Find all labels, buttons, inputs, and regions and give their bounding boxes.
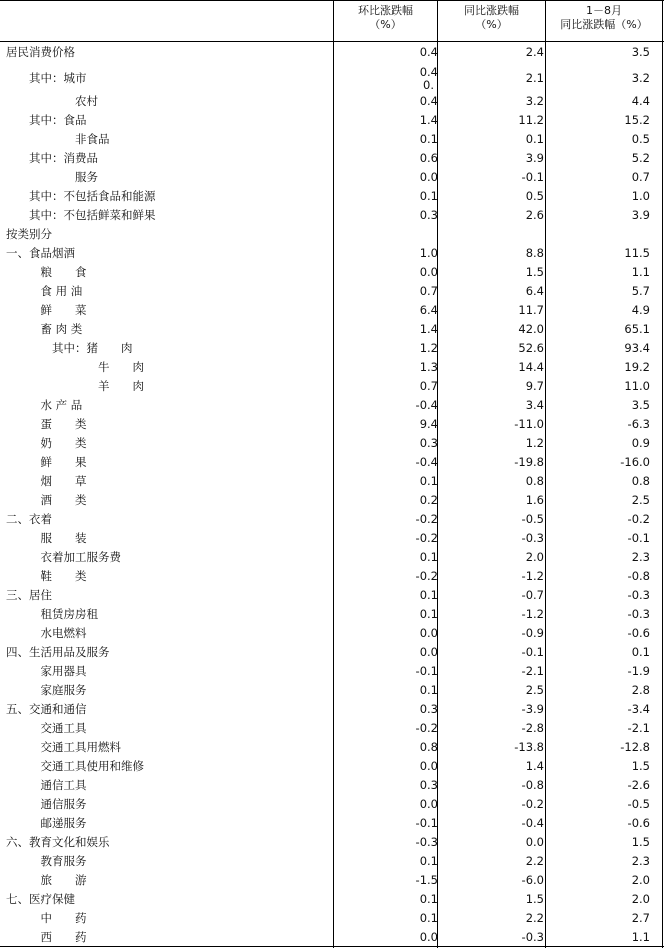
ytd-value: 0.1: [631, 645, 650, 659]
row-label: 其中：不包括鲜菜和鲜果: [29, 208, 156, 222]
ytd-value: -2.6: [627, 778, 650, 792]
mom-value: 1.4: [419, 113, 438, 127]
table-row: [0, 643, 664, 662]
row-label: 邮递服务: [40, 816, 87, 830]
row-label: 七、医疗保健: [6, 892, 75, 906]
yoy-value: 1.2: [525, 436, 544, 450]
yoy-value: 3.2: [525, 94, 544, 108]
row-label: 交通工具用燃料: [40, 740, 121, 754]
table-row: [0, 187, 664, 206]
table-row: [0, 776, 664, 795]
mom-value: 0.1: [419, 892, 438, 906]
table-row: [0, 529, 664, 548]
header-divider: [0, 41, 664, 42]
table-row: [0, 567, 664, 586]
ytd-value: -1.9: [627, 664, 650, 678]
header-ytd-unit: 同比涨跌幅（%）: [560, 18, 648, 31]
yoy-value: 0.1: [525, 132, 544, 146]
row-label: 其中：猪 肉: [52, 341, 133, 355]
ytd-value: 1.0: [631, 189, 650, 203]
ytd-value: 2.8: [631, 683, 650, 697]
row-label: 蛋 类: [40, 417, 87, 431]
table-row: [0, 263, 664, 282]
mom-value: -0.2: [415, 512, 438, 526]
row-label: 羊 肉: [98, 379, 144, 393]
header-ytd-title: 1－8月: [586, 4, 622, 17]
mom-value-fragment: 0.: [423, 78, 434, 92]
row-label: 烟 草: [40, 474, 87, 488]
ytd-value: 11.0: [624, 379, 650, 393]
table-row: [0, 605, 664, 624]
yoy-value: -6.0: [521, 873, 544, 887]
yoy-value: 3.9: [525, 151, 544, 165]
header-yoy: [438, 4, 545, 40]
ytd-value: 0.9: [631, 436, 650, 450]
yoy-value: -13.8: [514, 740, 544, 754]
ytd-value: 0.8: [631, 474, 650, 488]
table-row: [0, 301, 664, 320]
table-row: [0, 396, 664, 415]
yoy-value: -1.2: [521, 569, 544, 583]
ytd-value: -0.6: [627, 816, 650, 830]
table-row: [0, 472, 664, 491]
row-label: 服务: [75, 170, 98, 184]
table-row: [0, 928, 664, 947]
row-label: 鲜 果: [40, 455, 87, 469]
table-row: [0, 491, 664, 510]
table-row: [0, 92, 664, 111]
mom-value: -0.4: [415, 398, 438, 412]
table-row: [0, 130, 664, 149]
table-top-border: [0, 0, 664, 1]
row-label: 按类别分: [6, 227, 52, 241]
yoy-value: 2.2: [525, 911, 544, 925]
header-mom-title: 环比涨跌幅: [358, 4, 413, 17]
yoy-value: 3.4: [525, 398, 544, 412]
mom-value: 0.3: [419, 436, 438, 450]
mom-value: 6.4: [419, 303, 438, 317]
row-label: 畜 肉 类: [40, 322, 83, 336]
mom-value: -0.1: [415, 816, 438, 830]
table-row: [0, 757, 664, 776]
ytd-value: 65.1: [624, 322, 650, 336]
yoy-value: 8.8: [525, 246, 544, 260]
ytd-value: 0.5: [631, 132, 650, 146]
table-row: [0, 453, 664, 472]
mom-value: 1.3: [419, 360, 438, 374]
ytd-value: 1.1: [631, 930, 650, 944]
ytd-value: 3.9: [631, 208, 650, 222]
mom-value: -0.2: [415, 531, 438, 545]
ytd-value: -0.3: [627, 588, 650, 602]
row-label: 家用器具: [40, 664, 87, 678]
table-row: [0, 358, 664, 377]
yoy-value: -0.9: [521, 626, 544, 640]
ytd-value: -12.8: [620, 740, 650, 754]
row-label: 水电燃料: [40, 626, 87, 640]
row-label: 四、生活用品及服务: [6, 645, 110, 659]
row-label: 食 用 油: [40, 284, 83, 298]
mom-value: 1.0: [419, 246, 438, 260]
row-label: 鲜 菜: [40, 303, 87, 317]
ytd-value: -16.0: [620, 455, 650, 469]
table-row: [0, 738, 664, 757]
header-ytd: [546, 4, 662, 40]
ytd-value: -6.3: [627, 417, 650, 431]
yoy-value: 1.5: [525, 265, 544, 279]
mom-value: 0.0: [419, 626, 438, 640]
yoy-value: 2.2: [525, 854, 544, 868]
table-row: [0, 586, 664, 605]
yoy-value: -0.3: [521, 930, 544, 944]
ytd-value: -0.3: [627, 607, 650, 621]
row-label: 衣着加工服务费: [40, 550, 121, 564]
yoy-value: 14.4: [518, 360, 544, 374]
ytd-value: 4.9: [631, 303, 650, 317]
ytd-value: -0.2: [627, 512, 650, 526]
row-label: 其中：不包括食品和能源: [29, 189, 156, 203]
ytd-value: 4.4: [631, 94, 650, 108]
row-label: 非食品: [75, 132, 110, 146]
mom-value: 0.1: [419, 683, 438, 697]
ytd-value: -3.4: [627, 702, 650, 716]
mom-value: 0.0: [419, 645, 438, 659]
ytd-value: 2.5: [631, 493, 650, 507]
row-label: 交通工具: [40, 721, 87, 735]
mom-value: 0.1: [419, 189, 438, 203]
table-row: [0, 700, 664, 719]
yoy-value: 6.4: [525, 284, 544, 298]
table-row: [0, 168, 664, 187]
mom-value: 0.0: [419, 930, 438, 944]
yoy-value: -19.8: [514, 455, 544, 469]
mom-value: 0.1: [419, 550, 438, 564]
mom-value: 0.3: [419, 702, 438, 716]
mom-value: 0.6: [419, 151, 438, 165]
row-label: 通信服务: [40, 797, 87, 811]
table-row: [0, 852, 664, 871]
mom-value: 0.0: [419, 265, 438, 279]
mom-value: -0.1: [415, 664, 438, 678]
yoy-value: 0.8: [525, 474, 544, 488]
yoy-value: 1.5: [525, 892, 544, 906]
row-label: 鞋 类: [40, 569, 87, 583]
mom-value: 0.8: [419, 740, 438, 754]
row-label: 农村: [75, 94, 98, 108]
mom-value: 0.3: [419, 778, 438, 792]
mom-value: 0.2: [419, 493, 438, 507]
table-row: [0, 320, 664, 339]
table-row: [0, 548, 664, 567]
yoy-value: -0.5: [521, 512, 544, 526]
mom-value: 0.1: [419, 588, 438, 602]
table-row: [0, 624, 664, 643]
mom-value: 0.4: [419, 65, 438, 79]
ytd-value: 11.5: [624, 246, 650, 260]
row-label: 六、教育文化和娱乐: [6, 835, 110, 849]
mom-value: 0.1: [419, 607, 438, 621]
ytd-value: -0.1: [627, 531, 650, 545]
table-row: [0, 244, 664, 263]
table-row: [0, 415, 664, 434]
ytd-value: 1.5: [631, 759, 650, 773]
ytd-value: -0.6: [627, 626, 650, 640]
row-label: 其中：食品: [29, 113, 87, 127]
yoy-value: 52.6: [518, 341, 544, 355]
table-row: [0, 890, 664, 909]
yoy-value: 1.4: [525, 759, 544, 773]
ytd-value: 93.4: [624, 341, 650, 355]
ytd-value: -0.8: [627, 569, 650, 583]
table-row: [0, 871, 664, 890]
mom-value: 0.4: [419, 94, 438, 108]
yoy-value: 0.5: [525, 189, 544, 203]
mom-value: 0.7: [419, 379, 438, 393]
mom-value: 0.1: [419, 911, 438, 925]
yoy-value: -11.0: [514, 417, 544, 431]
yoy-value: -0.1: [521, 170, 544, 184]
mom-value: 0.1: [419, 474, 438, 488]
table-row: [0, 434, 664, 453]
yoy-value: 2.5: [525, 683, 544, 697]
table-row: [0, 795, 664, 814]
row-label: 租赁房房租: [40, 607, 98, 621]
yoy-value: 9.7: [525, 379, 544, 393]
row-label: 家庭服务: [40, 683, 87, 697]
table-row: [0, 339, 664, 358]
ytd-value: 1.1: [631, 265, 650, 279]
yoy-value: 2.6: [525, 208, 544, 222]
ytd-value: 19.2: [624, 360, 650, 374]
row-label: 粮 食: [40, 265, 87, 279]
mom-value: 9.4: [419, 417, 438, 431]
header-yoy-title: 同比涨跌幅: [464, 4, 519, 17]
row-label: 通信工具: [40, 778, 87, 792]
mom-value: 0.0: [419, 170, 438, 184]
row-label: 牛 肉: [98, 360, 144, 374]
mom-value: 0.7: [419, 284, 438, 298]
row-label: 酒 类: [40, 493, 87, 507]
ytd-value: 3.5: [631, 45, 650, 59]
ytd-value: -0.5: [627, 797, 650, 811]
yoy-value: -0.2: [521, 797, 544, 811]
table-row: [0, 282, 664, 301]
header-yoy-unit: （%）: [475, 18, 508, 31]
table-row: [0, 662, 664, 681]
ytd-value: 3.2: [631, 71, 650, 85]
row-label: 西 药: [40, 930, 87, 944]
yoy-value: 42.0: [518, 322, 544, 336]
table-row: [0, 909, 664, 928]
mom-value: 0.1: [419, 854, 438, 868]
yoy-value: 2.1: [525, 71, 544, 85]
table-row: [0, 719, 664, 738]
yoy-value: 2.4: [525, 45, 544, 59]
mom-value: -0.2: [415, 721, 438, 735]
mom-value: 0.4: [419, 45, 438, 59]
ytd-value: -2.1: [627, 721, 650, 735]
mom-value: -0.2: [415, 569, 438, 583]
mom-value: 1.2: [419, 341, 438, 355]
ytd-value: 2.3: [631, 854, 650, 868]
yoy-value: -2.8: [521, 721, 544, 735]
yoy-value: -0.7: [521, 588, 544, 602]
table-row: [0, 814, 664, 833]
table-row: [0, 377, 664, 396]
row-label: 其中：城市: [29, 71, 87, 85]
yoy-value: -3.9: [521, 702, 544, 716]
row-label: 一、食品烟酒: [6, 246, 75, 260]
table-row: [0, 206, 664, 225]
row-label: 中 药: [40, 911, 87, 925]
row-label: 交通工具使用和维修: [40, 759, 144, 773]
mom-value: -1.5: [415, 873, 438, 887]
ytd-value: 1.5: [631, 835, 650, 849]
row-label: 居民消费价格: [6, 45, 75, 59]
ytd-value: 2.3: [631, 550, 650, 564]
yoy-value: -0.3: [521, 531, 544, 545]
table-row: [0, 833, 664, 852]
yoy-value: -2.1: [521, 664, 544, 678]
mom-value: 0.0: [419, 759, 438, 773]
ytd-value: 5.2: [631, 151, 650, 165]
ytd-value: 2.0: [631, 892, 650, 906]
mom-value: 0.3: [419, 208, 438, 222]
table-row: [0, 43, 664, 62]
table-row: [0, 510, 664, 529]
header-mom: [334, 4, 437, 40]
table-row: [0, 225, 664, 244]
mom-value: 0.1: [419, 132, 438, 146]
ytd-value: 15.2: [624, 113, 650, 127]
row-label: 奶 类: [40, 436, 87, 450]
yoy-value: 11.2: [518, 113, 544, 127]
ytd-value: 0.7: [631, 170, 650, 184]
table-row: [0, 111, 664, 130]
row-label: 旅 游: [40, 873, 87, 887]
yoy-value: -1.2: [521, 607, 544, 621]
mom-value: 0.0: [419, 797, 438, 811]
table-row: [0, 681, 664, 700]
ytd-value: 2.7: [631, 911, 650, 925]
header-mom-unit: （%）: [369, 18, 402, 31]
row-label: 服 装: [40, 531, 87, 545]
row-label: 教育服务: [40, 854, 87, 868]
row-label: 三、居住: [6, 588, 52, 602]
yoy-value: 2.0: [525, 550, 544, 564]
row-label: 二、衣着: [6, 512, 52, 526]
yoy-value: 11.7: [518, 303, 544, 317]
row-label: 其中：消费品: [29, 151, 98, 165]
mom-value: 1.4: [419, 322, 438, 336]
ytd-value: 2.0: [631, 873, 650, 887]
row-label: 水 产 品: [40, 398, 83, 412]
ytd-value: 5.7: [631, 284, 650, 298]
mom-value: -0.3: [415, 835, 438, 849]
yoy-value: 1.6: [525, 493, 544, 507]
yoy-value: -0.4: [521, 816, 544, 830]
table-row: [0, 149, 664, 168]
yoy-value: 0.0: [525, 835, 544, 849]
row-label: 五、交通和通信: [6, 702, 87, 716]
mom-value: -0.4: [415, 455, 438, 469]
ytd-value: 3.5: [631, 398, 650, 412]
table-row: [0, 63, 664, 95]
yoy-value: -0.8: [521, 778, 544, 792]
yoy-value: -0.1: [521, 645, 544, 659]
